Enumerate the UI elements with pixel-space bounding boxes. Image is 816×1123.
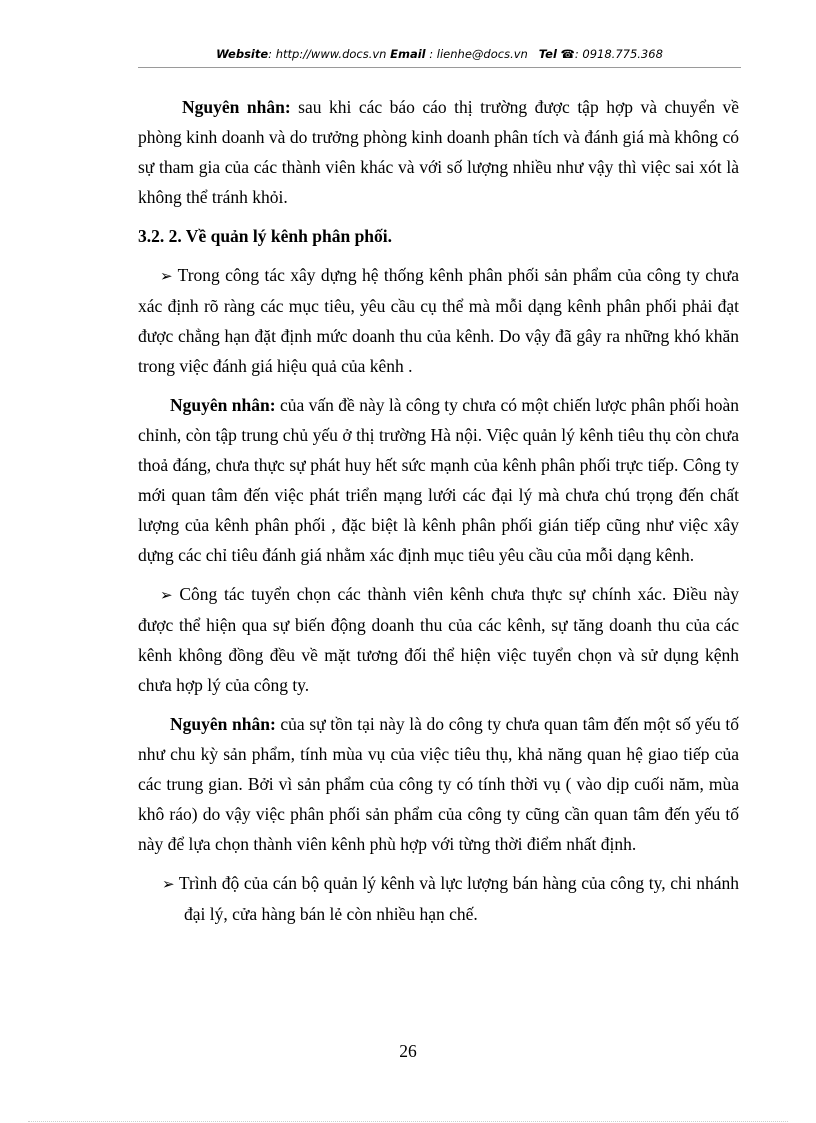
bullet-text: Công tác tuyển chọn các thành viên kênh chưa thực sự chính xác. Điều này được thể hiện qua sự biến động doanh thu của các kênh, sự tăng doanh thu của các kênh không đồng đều về mặt tương đối thể hiện việc tuyển chọn và sử dụng kệnh chưa hợp lý của công ty. — [138, 584, 739, 695]
section-heading: 3.2. 2. Về quản lý kênh phân phối. — [138, 226, 393, 246]
bullet-text: Trình độ của cán bộ quản lý kênh và lực lượng bán hàng của công ty, chi nhánh đại lý, cửa hàng bán lẻ còn nhiều hạn chế. — [174, 873, 739, 924]
email-label: Email — [390, 47, 426, 61]
arrow-bullet-icon: ➢ — [160, 586, 173, 604]
website-value: : http://www.docs.vn — [268, 47, 387, 61]
page-header — [138, 47, 741, 61]
bullet-paragraph-1 — [138, 260, 739, 381]
tel-label: Tel — [538, 47, 557, 61]
bullet-paragraph-2 — [138, 579, 739, 700]
paragraph-cause-2 — [138, 390, 739, 570]
paragraph-text: của sự tồn tại này là do công ty chưa quan tâm đến một số yếu tố như chu kỳ sản phẩm, tính mùa vụ của việc tiêu thụ, khả năng quan hệ giao tiếp của các trung gian. Bởi vì sản phẩm của công ty có tính thời vụ ( vào dịp cuối năm, mùa khô ráo) do vậy việc phân phối sản phẩm của công ty cũng cần quan tâm đến yếu tố này để lựa chọn thành viên kênh phù hợp với từng thời điểm nhất định. — [138, 714, 739, 854]
cause-label: Nguyên nhân: — [170, 714, 276, 734]
tel-value: : 0918.775.368 — [574, 47, 663, 61]
cause-label: Nguyên nhân: — [182, 97, 291, 117]
cause-label: Nguyên nhân: — [170, 395, 276, 415]
arrow-bullet-icon: ➢ — [160, 267, 173, 285]
paragraph-cause-1 — [138, 92, 739, 212]
website-label: Website — [216, 47, 269, 61]
email-value: : lienhe@docs.vn — [425, 47, 528, 61]
footer-dotted-line — [28, 1121, 788, 1122]
bullet-text: Trong công tác xây dựng hệ thống kênh phân phối sản phẩm của công ty chưa xác định rõ ràng các mục tiêu, yêu cầu cụ thể mà mỗi dạng kênh phân phối phải đạt được chẳng hạn đặt định mức doanh thu của kênh. Do vậy đã gây ra những khó khăn trong việc đánh giá hiệu quả của kênh . — [138, 265, 739, 376]
page-number: 26 — [399, 1041, 417, 1061]
paragraph-cause-3 — [138, 709, 739, 859]
paragraph-text: của vấn đề này là công ty chưa có một chiến lược phân phối hoàn chỉnh, còn tập trung chủ yếu ở thị trường Hà nội. Việc quản lý kênh tiêu thụ còn chưa thoả đáng, chưa thực sự phát huy hết sức mạnh của kênh phân phối trực tiếp. Công ty mới quan tâm đến việc phát triển mạng lưới các đại lý mà chưa chú trọng đến chất lượng của kênh phân phối , đặc biệt là kênh phân phối gián tiếp cũng như việc xây dựng các chỉ tiêu đánh giá nhằm xác định mục tiêu yêu cầu của mỗi dạng kênh. — [138, 395, 739, 565]
bullet-paragraph-3 — [138, 868, 739, 929]
header-rule — [138, 67, 741, 68]
phone-icon: ☎ — [560, 47, 575, 61]
paragraph-text: sau khi các báo cáo thị trường được tập hợp và chuyển về phòng kinh doanh và do trưởng phòng kinh doanh phân tích và đánh giá mà không có sự tham gia của các thành viên khác và với số lượng nhiều như vậy thì việc sai xót là không thể tránh khỏi. — [138, 97, 740, 207]
arrow-bullet-icon: ➢ — [162, 875, 175, 893]
document-body — [138, 92, 739, 938]
